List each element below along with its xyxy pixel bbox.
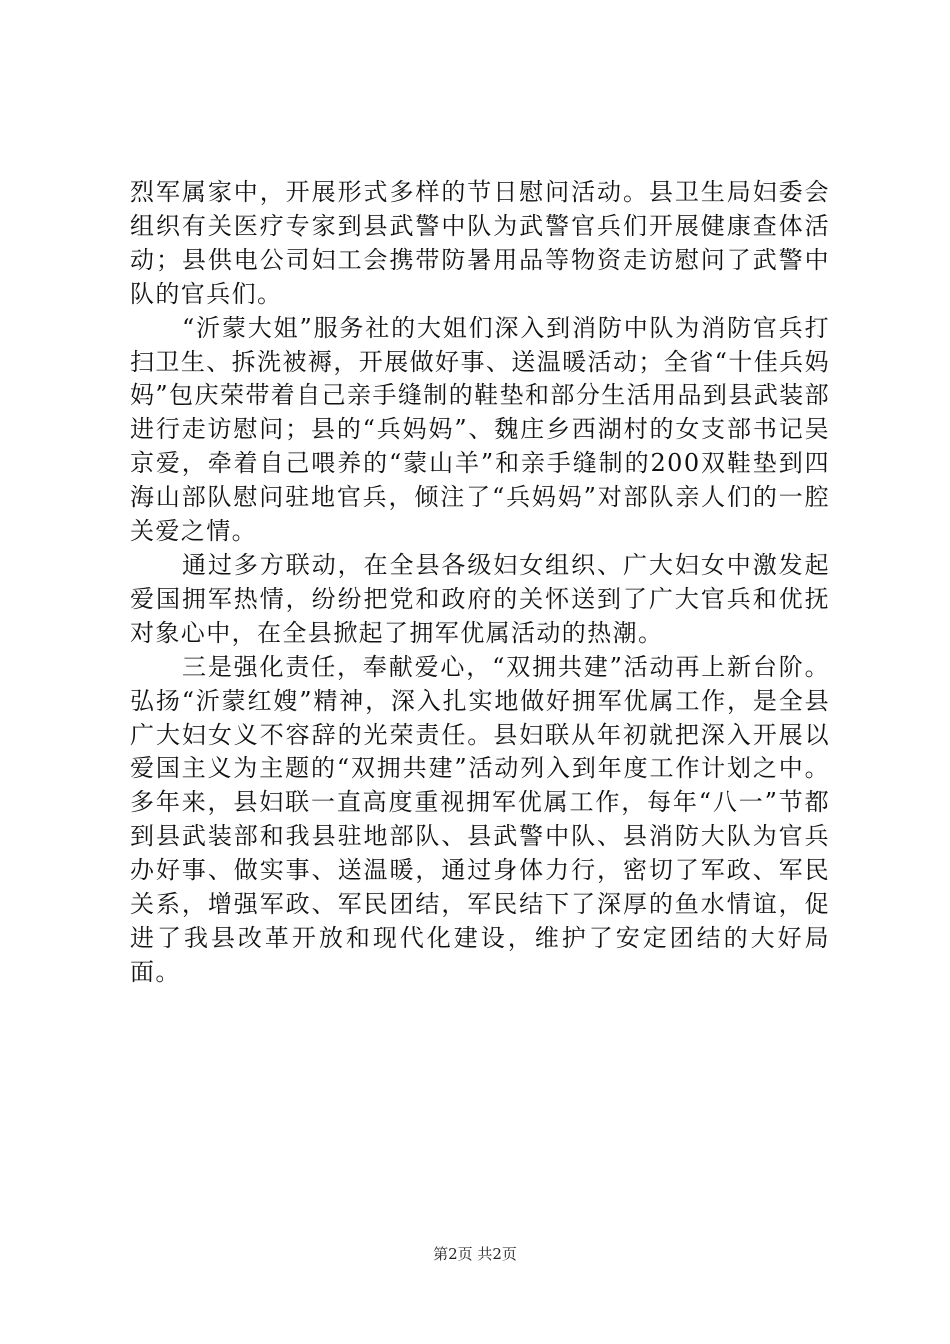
paragraph-joint-action: 通过多方联动，在全县各级妇女组织、广大妇女中激发起爱国拥军热情，纷纷把党和政府的关怀送到了广大官兵和优抚对象心中，在全县掀起了拥军优属活动的热潮。 [130, 550, 830, 647]
paragraph-service-club: “沂蒙大姐”服务社的大姐们深入到消防中队为消防官兵打扫卫生、拆洗被褥，开展做好事、送温暖活动；全省“十佳兵妈妈”包庆荣带着自己亲手缝制的鞋垫和部分生活用品到县武装部进行走访慰问；县的“兵妈妈”、魏庄乡西湖村的女支部书记吴京爱，牵着自己喂养的“蒙山羊”和亲手缝制的200双鞋垫到四海山部队慰问驻地官兵，倾注了“兵妈妈”对部队亲人们的一腔关爱之情。 [130, 313, 830, 546]
paragraph-responsibility: 三是强化责任，奉献爱心，“双拥共建”活动再上新台阶。弘扬“沂蒙红嫂”精神，深入扎实地做好拥军优属工作，是全县广大妇女义不容辞的光荣责任。县妇联从年初就把深入开展以爱国主义为主题的“双拥共建”活动列入到年度工作计划之中。多年来，县妇联一直高度重视拥军优属工作，每年“八一”节都到县武装部和我县驻地部队、县武警中队、县消防大队为官兵办好事、做实事、送温暖，通过身体力行，密切了军政、军民关系，增强军政、军民团结，军民结下了深厚的鱼水情谊，促进了我县改革开放和现代化建设，维护了安定团结的大好局面。 [130, 652, 830, 986]
paragraph-continuation: 烈军属家中，开展形式多样的节日慰问活动。县卫生局妇委会组织有关医疗专家到县武警中队为武警官兵们开展健康查体活动；县供电公司妇工会携带防暑用品等物资走访慰问了武警中队的官兵们。 [130, 178, 830, 308]
document-body [130, 176, 830, 990]
page-footer: 第2页 共2页 [433, 1245, 517, 1263]
